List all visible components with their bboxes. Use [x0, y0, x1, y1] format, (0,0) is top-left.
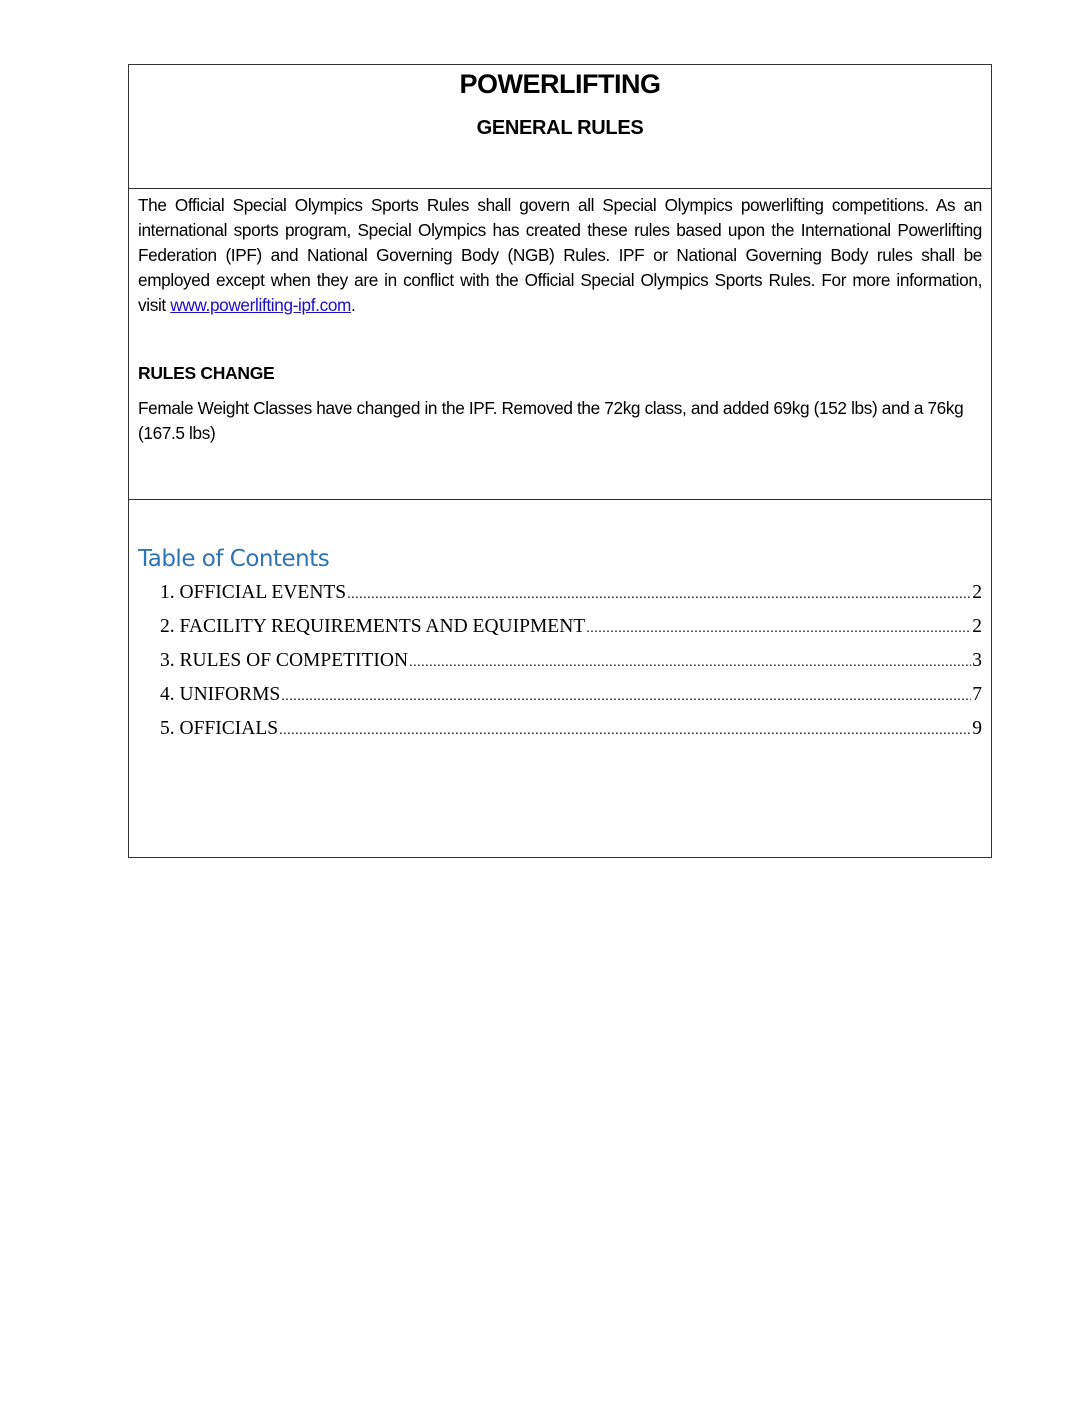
toc-cell	[129, 500, 991, 857]
toc-entry-officials[interactable]	[160, 718, 982, 752]
document-table	[128, 64, 992, 858]
intro-paragraph	[138, 193, 982, 318]
toc-entry-page: 3	[972, 650, 982, 671]
toc-leader-dots	[281, 689, 971, 705]
rules-change-heading: RULES CHANGE	[138, 363, 275, 383]
rules-change-text: Female Weight Classes have changed in the IPF. Removed the 72kg class, and added 69kg (152 lbs) and a 76kg (167.5 lbs)	[138, 398, 964, 443]
toc-entry-uniforms[interactable]	[160, 684, 982, 718]
toc-heading: Table of Contents	[138, 546, 330, 572]
intro-text-end: .	[351, 295, 356, 315]
ipf-link[interactable]: www.powerlifting-ipf.com	[170, 295, 352, 315]
toc-entry-page: 2	[972, 616, 982, 637]
toc-leader-dots	[347, 587, 971, 603]
toc-leader-dots	[586, 621, 971, 637]
toc-leader-dots	[409, 655, 971, 671]
toc-leader-dots	[279, 723, 971, 739]
page-subtitle: GENERAL RULES	[476, 117, 644, 139]
toc-entry-official-events[interactable]	[160, 582, 982, 616]
toc-entry-page: 9	[972, 718, 982, 739]
toc-entry-label: 1. OFFICIAL EVENTS	[160, 582, 347, 603]
toc-list	[160, 582, 982, 752]
toc-entry-label: 5. OFFICIALS	[160, 718, 279, 739]
page-title: POWERLIFTING	[459, 69, 661, 99]
intro-cell	[129, 189, 991, 500]
toc-entry-rules-of-competition[interactable]	[160, 650, 982, 684]
header-cell	[129, 65, 991, 189]
toc-entry-label: 4. UNIFORMS	[160, 684, 281, 705]
toc-entry-label: 3. RULES OF COMPETITION	[160, 650, 409, 671]
toc-entry-page: 2	[972, 582, 982, 603]
toc-entry-label: 2. FACILITY REQUIREMENTS AND EQUIPMENT	[160, 616, 586, 637]
toc-entry-page: 7	[972, 684, 982, 705]
toc-entry-facility-requirements[interactable]	[160, 616, 982, 650]
intro-text: The Official Special Olympics Sports Rules shall govern all Special Olympics powerlifting competitions. As an international sports program, Special Olympics has created these rules based upon the International Powerlifting Federation (IPF) and National Governing Body (NGB) Rules. IPF or National Governing Body rules shall be employed except when they are in conflict with the Official Special Olympics Sports Rules. For more information, visit	[138, 195, 982, 315]
